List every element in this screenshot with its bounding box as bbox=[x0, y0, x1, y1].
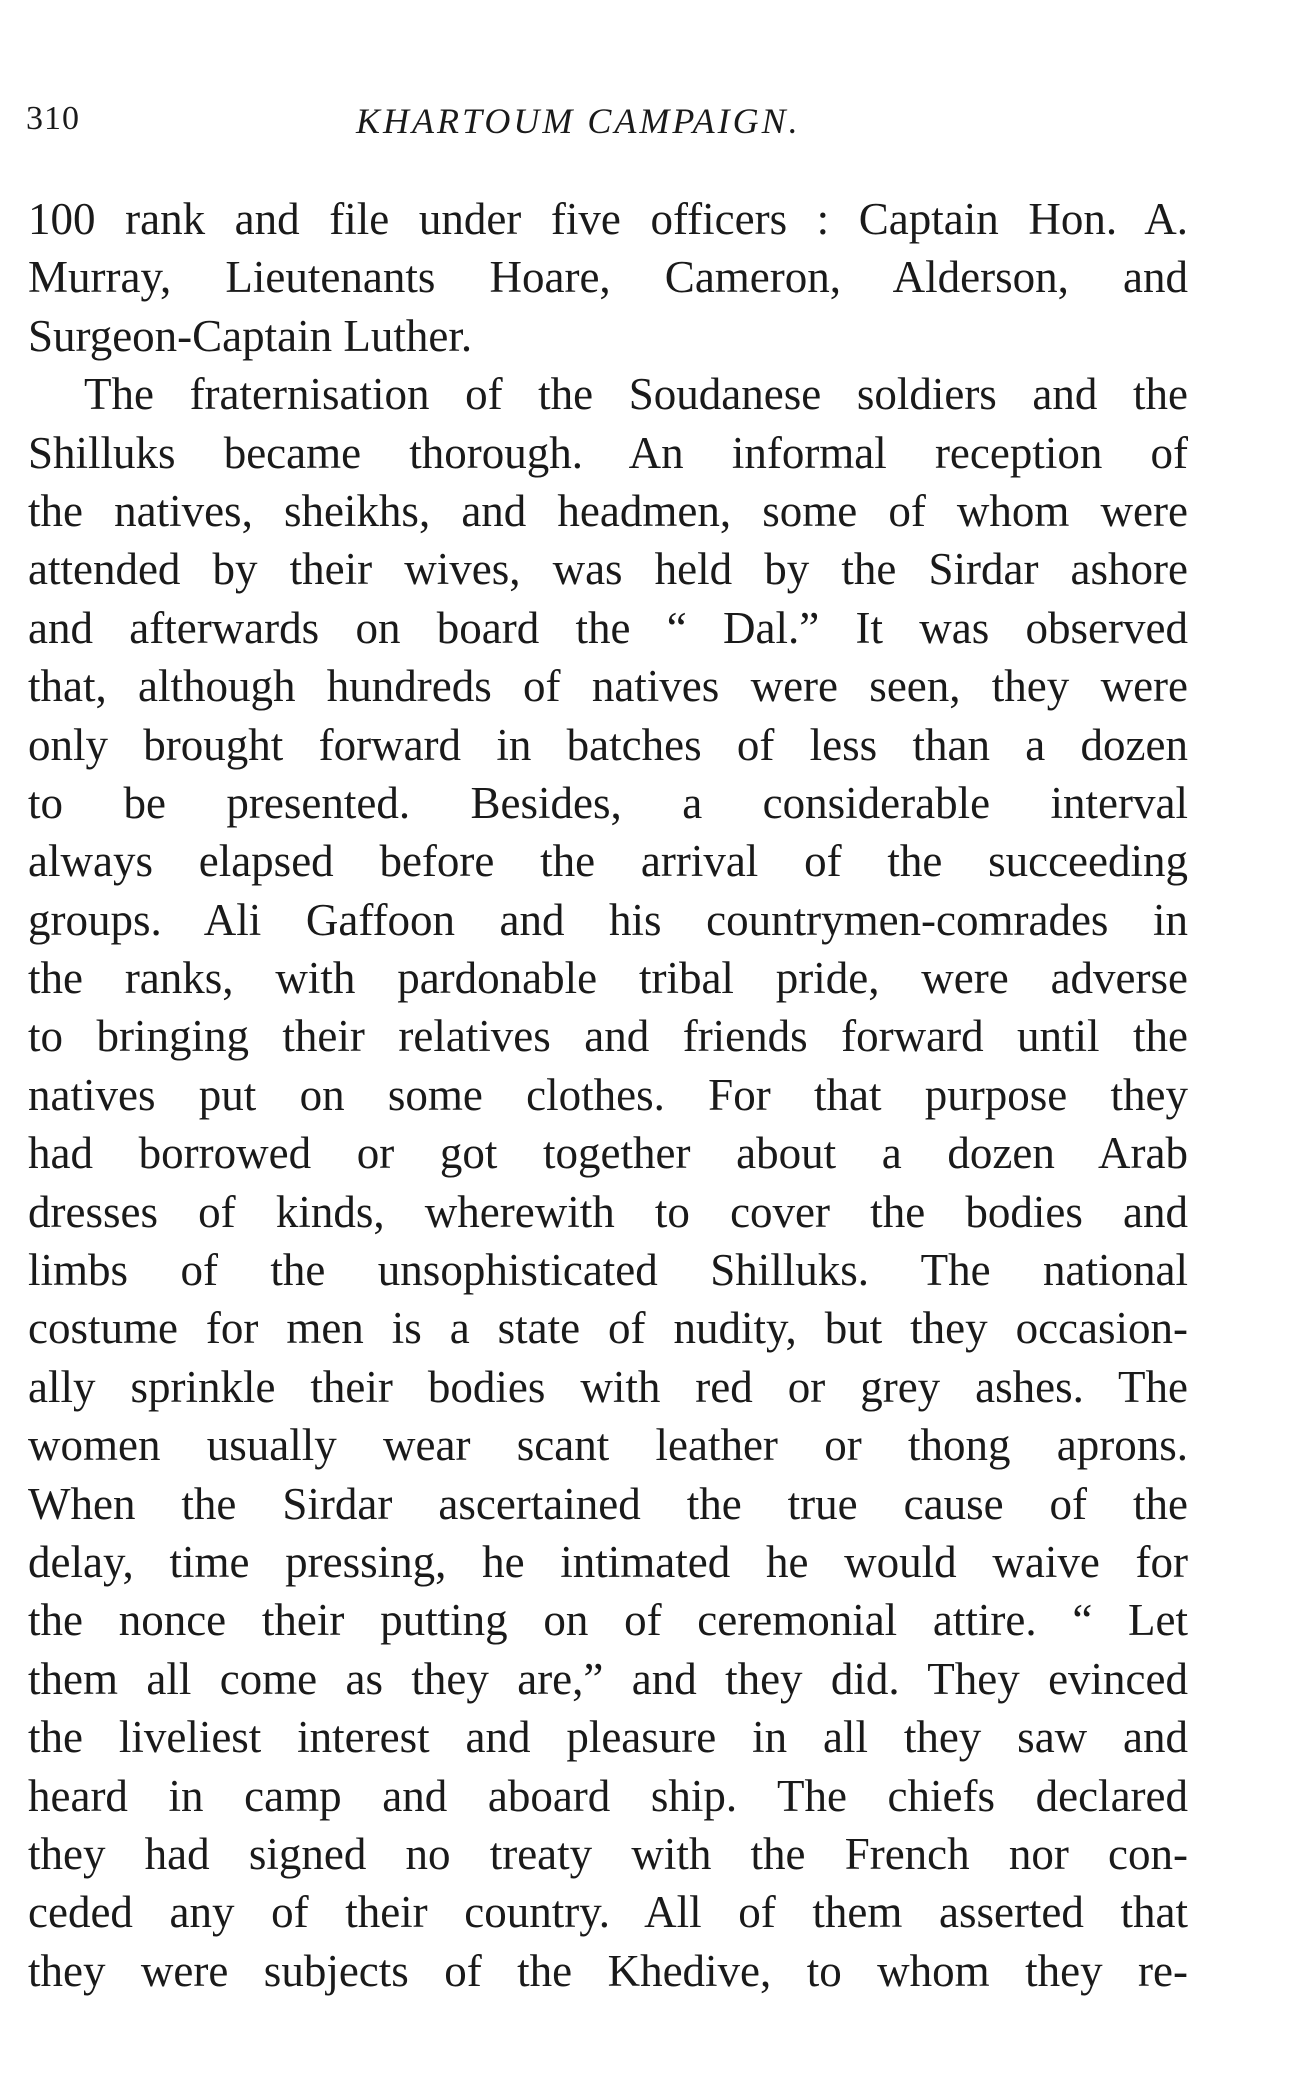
text-line: heard in camp and aboard ship. The chiefs declared bbox=[28, 1770, 1188, 1821]
text-line: Shilluks became thorough. An informal reception of bbox=[28, 427, 1188, 478]
text-line: they had signed no treaty with the French nor con- bbox=[28, 1828, 1188, 1879]
body-text bbox=[28, 190, 1188, 2000]
running-title: KHARTOUM CAMPAIGN. bbox=[356, 101, 801, 141]
text-line: only brought forward in batches of less than a dozen bbox=[28, 719, 1188, 770]
text-line: attended by their wives, was held by the Sirdar ashore bbox=[28, 544, 1188, 595]
text-line: to bringing their relatives and friends forward until the bbox=[28, 1011, 1188, 1062]
text-line: Murray, Lieutenants Hoare, Cameron, Alderson, and bbox=[28, 252, 1188, 303]
text-line: When the Sirdar ascertained the true cause of the bbox=[28, 1478, 1188, 1529]
text-line: that, although hundreds of natives were seen, they were bbox=[28, 661, 1188, 712]
text-line: The fraternisation of the Soudanese soldiers and the bbox=[84, 369, 1188, 420]
text-line: Surgeon-Captain Luther. bbox=[28, 310, 473, 361]
text-line: and afterwards on board the “ Dal.” It was observed bbox=[28, 602, 1188, 653]
running-head bbox=[26, 100, 1186, 148]
text-line: the liveliest interest and pleasure in all they saw and bbox=[28, 1712, 1188, 1763]
text-line: they were subjects of the Khedive, to whom they re- bbox=[28, 1945, 1188, 1996]
page-number: 310 bbox=[26, 100, 80, 137]
text-line: groups. Ali Gaffoon and his countrymen-comrades in bbox=[28, 894, 1188, 945]
text-line: to be presented. Besides, a considerable interval bbox=[28, 777, 1188, 828]
text-line: the nonce their putting on of ceremonial attire. “ Let bbox=[28, 1595, 1188, 1646]
text-line: women usually wear scant leather or thong aprons. bbox=[28, 1420, 1188, 1471]
text-line: the natives, sheikhs, and headmen, some of whom were bbox=[28, 485, 1188, 536]
text-line: always elapsed before the arrival of the succeeding bbox=[28, 836, 1188, 887]
text-line: the ranks, with pardonable tribal pride, were adverse bbox=[28, 953, 1188, 1004]
text-line: ceded any of their country. All of them asserted that bbox=[28, 1887, 1188, 1938]
text-line: ally sprinkle their bodies with red or grey ashes. The bbox=[28, 1361, 1188, 1412]
text-line: natives put on some clothes. For that purpose they bbox=[28, 1069, 1188, 1120]
text-line: limbs of the unsophisticated Shilluks. The national bbox=[28, 1245, 1188, 1296]
text-line: 100 rank and file under five officers : Captain Hon. A. bbox=[28, 194, 1188, 244]
text-line: them all come as they are,” and they did. They evinced bbox=[28, 1653, 1188, 1704]
text-line: costume for men is a state of nudity, but they occasion- bbox=[28, 1303, 1188, 1354]
text-line: dresses of kinds, wherewith to cover the bodies and bbox=[28, 1186, 1188, 1237]
text-line: delay, time pressing, he intimated he would waive for bbox=[28, 1536, 1188, 1587]
text-line: had borrowed or got together about a dozen Arab bbox=[28, 1128, 1188, 1179]
